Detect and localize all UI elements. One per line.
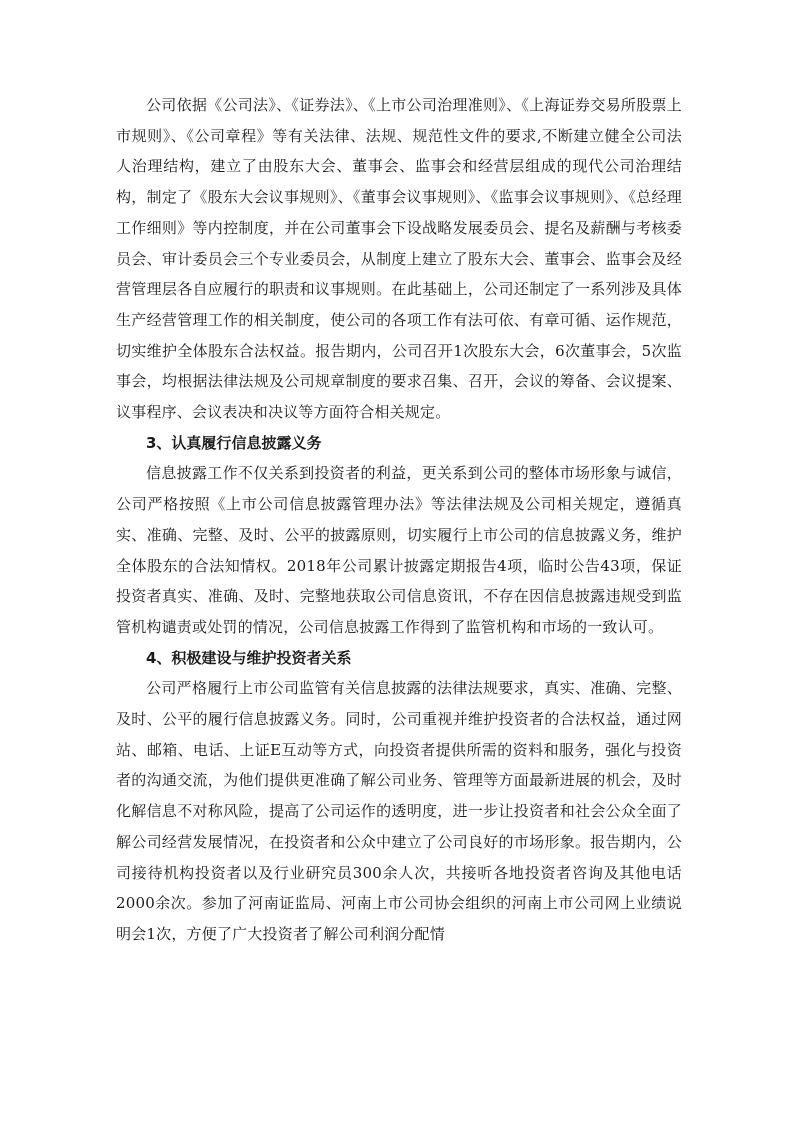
section-heading-investor-relations: 4、积极建设与维护投资者关系: [146, 648, 352, 667]
disclosure-paragraph: 信息披露工作不仅关系到投资者的利益，更关系到公司的整体市场形象与诚信，公司严格按照《上市公司信息披露管理办法》等法律法规及公司相关规定，遵循真实、准确、完整、及时、公平的披露原则，切实履行上市公司的信息披露义务，维护全体股东的合法知情权。2018年公司累计披露定期报告4项，临时公告43项，保证投资者真实、准确、及时、完整地获取公司信息资讯，不存在因信息披露违规受到监管机构谴责或处罚的情况，公司信息披露工作得到了监管机构和市场的一致认可。: [116, 464, 682, 636]
governance-paragraph: 公司依据《公司法》、《证券法》、《上市公司治理准则》、《上海证券交易所股票上市规则》、《公司章程》等有关法律、法规、规范性文件的要求,不断建立健全公司法人治理结构，建立了由股东大会、董事会、监事会和经营层组成的现代公司治理结构，制定了《股东大会议事规则》、《董事会议事规则》、《监事会议事规则》、《总经理工作细则》等内控制度，并在公司董事会下设战略发展委员会、提名及薪酬与考核委员会、审计委员会三个专业委员会，从制度上建立了股东大会、董事会、监事会及经营管理层各自应履行的职责和议事规则。在此基础上，公司还制定了一系列涉及具体生产经营管理工作的相关制度，使公司的各项工作有法可依、有章可循、运作规范，切实维护全体股东合法权益。报告期内，公司召开1次股东大会，6次董事会，5次监事会，均根据法律法规及公司规章制度的要求召集、召开，会议的筹备、会议提案、议事程序、会议表决和决议等方面符合相关规定。: [116, 96, 682, 422]
investor-relations-paragraph: 公司严格履行上市公司监管有关信息披露的法律法规要求，真实、准确、完整、及时、公平的履行信息披露义务。同时，公司重视并维护投资者的合法权益，通过网站、邮箱、电话、上证E互动等方式，向投资者提供所需的资料和服务，强化与投资者的沟通交流，为他们提供更准确了解公司业务、管理等方面最新进展的机会，及时化解信息不对称风险，提高了公司运作的透明度，进一步让投资者和社会公众全面了解公司经营发展情况，在投资者和公众中建立了公司良好的市场形象。报告期内，公司接待机构投资者以及行业研究员300余人次，共接听各地投资者咨询及其他电话2000余次。参加了河南证监局、河南上市公司协会组织的河南上市公司网上业绩说明会1次，方便了广大投资者了解公司利润分配情: [116, 679, 682, 943]
section-heading-information-disclosure: 3、认真履行信息披露义务: [146, 433, 322, 452]
document-page: [116, 90, 682, 950]
